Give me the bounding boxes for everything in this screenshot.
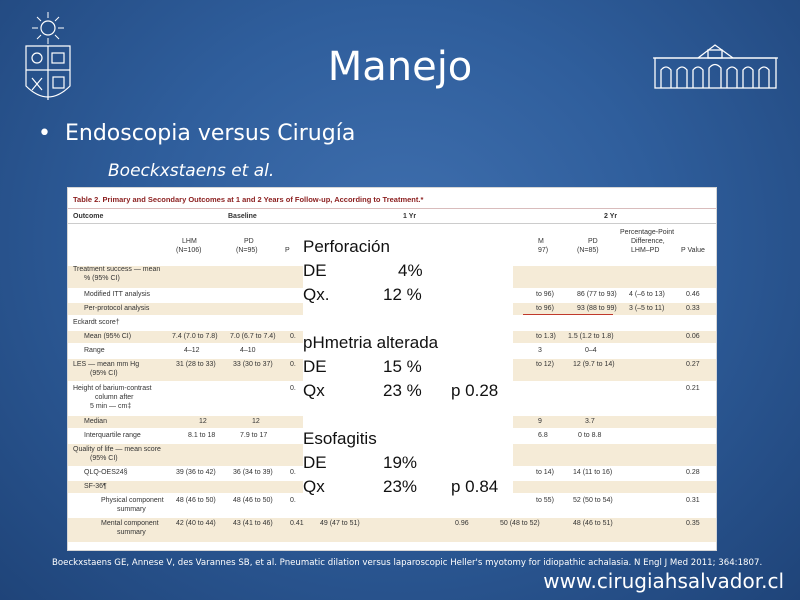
header-lhm-n: (N=106): [176, 247, 202, 254]
cell: 0.: [290, 497, 296, 504]
overlay-value: 15 %: [383, 357, 422, 376]
cell: 12: [199, 418, 207, 425]
row-label-cont: 5 min — cm‡: [90, 403, 132, 410]
overlay-heading: pHmetria alterada: [303, 333, 439, 352]
header-diff-3: LHM–PD: [631, 247, 660, 254]
header-pvalue: P Value: [681, 247, 705, 254]
header-year1: 1 Yr: [403, 213, 417, 220]
header-p-partial: P: [285, 247, 290, 254]
cell: 0 to 8.8: [578, 432, 602, 439]
cell: 12: [252, 418, 260, 425]
cell: 0.27: [686, 361, 700, 368]
cell: 7.0 (6.7 to 7.4): [230, 333, 276, 340]
cell: 1.5 (1.2 to 1.8): [568, 333, 614, 340]
table-divider: [68, 208, 716, 209]
cell: 3 (–5 to 11): [629, 305, 665, 312]
row-label: Mental component: [101, 520, 159, 527]
cell: 33 (30 to 37): [233, 361, 273, 368]
cell: 31 (28 to 33): [176, 361, 216, 368]
cell: 36 (34 to 39): [233, 469, 273, 476]
website-url: www.cirugiahsalvador.cl: [543, 569, 784, 593]
cell: to 96): [536, 291, 554, 298]
row-label: LES — mean mm Hg: [73, 361, 140, 368]
cell: to 12): [536, 361, 554, 368]
row-label: SF-36¶: [84, 483, 107, 490]
header-baseline: Baseline: [228, 213, 257, 220]
cell: 43 (41 to 46): [233, 520, 273, 527]
row-label-cont: % (95% CI): [84, 275, 120, 282]
overlay-line: [303, 284, 422, 306]
overlay-label: DE: [303, 261, 327, 280]
cell: 0.35: [686, 520, 700, 527]
cell: 0.33: [686, 305, 700, 312]
cell: 50 (48 to 52): [500, 520, 540, 527]
cell: to 55): [536, 497, 554, 504]
cell: 49 (47 to 51): [320, 520, 360, 527]
cell: to 1.3): [536, 333, 556, 340]
cell: 42 (40 to 44): [176, 520, 216, 527]
table-title: Table 2. Primary and Secondary Outcomes at 1 and 2 Years of Follow-up, According to Treatment.*: [73, 195, 424, 204]
row-label: Mean (95% CI): [84, 333, 132, 340]
slide-title: Manejo: [327, 44, 473, 90]
cell: 14 (11 to 16): [573, 469, 613, 476]
header-pd-n: (N=95): [236, 247, 258, 254]
cell: 52 (50 to 54): [573, 497, 613, 504]
row-label: Range: [84, 347, 105, 354]
cell: 0.21: [686, 385, 700, 392]
row-label: Modified ITT analysis: [84, 291, 151, 298]
row-label: Eckardt score†: [73, 319, 120, 326]
row-label: Quality of life — mean score: [73, 446, 161, 453]
slide-subtitle: Boeckxstaens et al.: [108, 161, 275, 181]
row-label-cont: summary: [117, 506, 146, 513]
row-label: Height of barium-contrast: [73, 385, 152, 392]
header-lhm: LHM: [182, 238, 197, 245]
overlay-line: [303, 332, 438, 354]
header-rule: [68, 223, 716, 224]
cell: 0.96: [455, 520, 469, 527]
cell: 6.8: [538, 432, 548, 439]
cell: 0.: [290, 333, 296, 340]
bullet-dot-icon: •: [38, 121, 51, 146]
overlay-value: 23%: [383, 477, 418, 496]
cell: 4–12: [184, 347, 200, 354]
cell: 0.: [290, 361, 296, 368]
row-label: Physical component: [101, 497, 164, 504]
cell: 0.: [290, 469, 296, 476]
table-row: [68, 518, 716, 542]
header-pd2: PD: [588, 238, 598, 245]
bullet-text: Endoscopia versus Cirugía: [64, 121, 356, 146]
cell: 3.7: [585, 418, 595, 425]
cell: 0.41: [290, 520, 304, 527]
header-diff-2: Difference,: [631, 238, 665, 245]
cell: 86 (77 to 93): [577, 291, 617, 298]
cell: 7.9 to 17: [240, 432, 268, 439]
overlay-label: Qx.: [303, 285, 330, 304]
cell: 4 (–6 to 13): [629, 291, 665, 298]
row-label: QLQ-OES24§: [84, 469, 128, 476]
header-diff-1: Percentage-Point: [620, 229, 675, 236]
overlay-value: 12 %: [383, 285, 422, 304]
cell: 0.: [290, 385, 296, 392]
overlay-heading: Esofagitis: [303, 429, 377, 448]
cell: 4–10: [240, 347, 256, 354]
overlay-value: 23 %: [383, 381, 422, 400]
cell: 48 (46 to 51): [573, 520, 613, 527]
cell: 48 (46 to 50): [233, 497, 273, 504]
header-year2: 2 Yr: [604, 213, 618, 220]
overlay-line: [303, 476, 499, 498]
cell: 3: [538, 347, 542, 354]
overlay-pvalue: p 0.84: [451, 477, 499, 496]
header-m-n-partial: 97): [538, 247, 549, 254]
overlay-value: 4%: [398, 261, 423, 280]
row-label-cont: column after: [95, 394, 134, 401]
header-pd2-n: (N=85): [577, 247, 599, 254]
cell: 12 (9.7 to 14): [573, 361, 615, 368]
row-label: Median: [84, 418, 107, 425]
overlay-line: [303, 380, 499, 402]
cell: 8.1 to 18: [188, 432, 216, 439]
bullet-item: [38, 121, 355, 146]
overlay-line: [303, 452, 418, 474]
row-label-cont: (95% CI): [90, 455, 118, 462]
header-outcome: Outcome: [73, 213, 104, 220]
cell: 0.06: [686, 333, 700, 340]
row-label-cont: (95% CI): [90, 370, 118, 377]
row-label: Treatment success — mean: [73, 266, 161, 273]
citation-text: Boeckxstaens GE, Annese V, des Varannes SB, et al. Pneumatic dilation versus laparoscopic Heller's myotomy for idiopathic achalasia. N Engl J Med 2011; 364:1807.: [52, 558, 763, 568]
cell: 93 (88 to 99): [577, 305, 617, 312]
header-m-partial: M: [538, 238, 544, 245]
cell: 0.31: [686, 497, 700, 504]
overlay-heading: Perforación: [303, 237, 390, 256]
header-pd: PD: [244, 238, 254, 245]
cell: 0.28: [686, 469, 700, 476]
overlay-label: Qx: [303, 477, 325, 496]
cell: 39 (36 to 42): [176, 469, 216, 476]
row-label: Interquartile range: [84, 432, 141, 439]
overlay-pvalue: p 0.28: [451, 381, 499, 400]
highlight-underline: [523, 314, 613, 315]
cell: 7.4 (7.0 to 7.8): [172, 333, 218, 340]
row-label-cont: summary: [117, 529, 146, 536]
summary-overlay: [303, 236, 513, 512]
cell: 0.46: [686, 291, 700, 298]
cell: 9: [538, 418, 542, 425]
overlay-label: DE: [303, 453, 327, 472]
overlay-line: [303, 356, 422, 378]
overlay-line: [303, 428, 377, 450]
cell: to 96): [536, 305, 554, 312]
overlay-label: DE: [303, 357, 327, 376]
overlay-label: Qx: [303, 381, 325, 400]
cell: to 14): [536, 469, 554, 476]
overlay-value: 19%: [383, 453, 418, 472]
overlay-line: [303, 236, 390, 258]
cell: 0–4: [585, 347, 597, 354]
cell: 48 (46 to 50): [176, 497, 216, 504]
overlay-line: [303, 260, 423, 282]
row-label: Per-protocol analysis: [84, 305, 150, 312]
